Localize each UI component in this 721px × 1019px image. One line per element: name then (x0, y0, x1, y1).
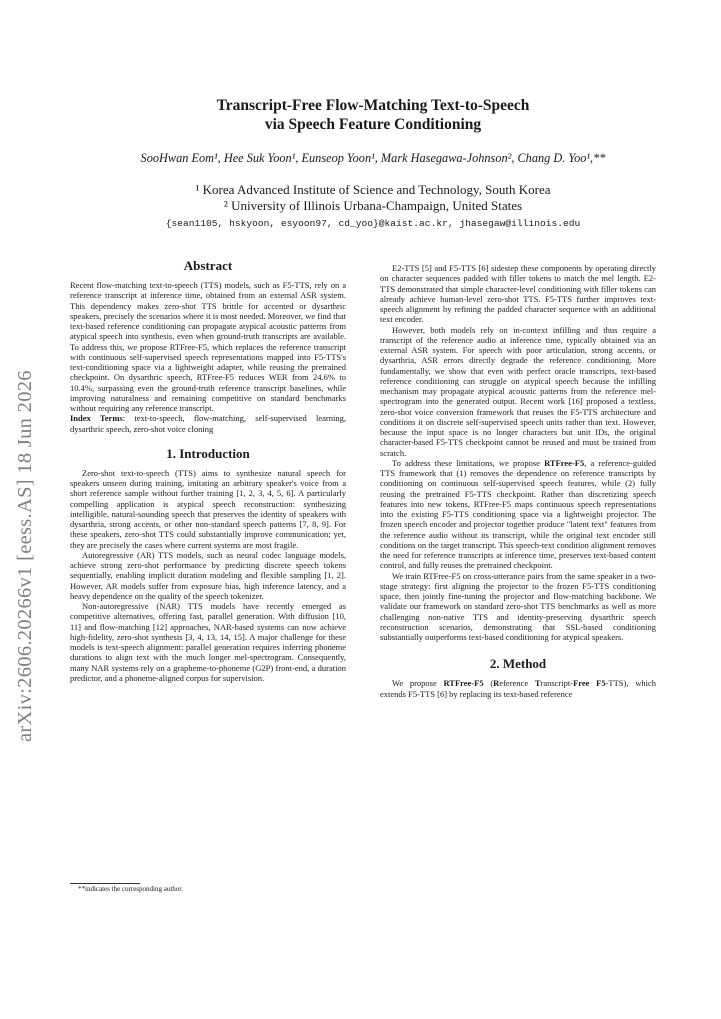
intro-paragraph-3: Non-autoregressive (NAR) TTS models have recently emerged as competitive alternatives, offering fast, parallel generation. With diffusion [10, 11] and flow-matching [12] approaches, NAR-based systems can now achieve high-fidelity, zero-shot synthesis [3, 4, 13, 14, 15]. A major challenge for these models is text-speech alignment: parallel generation requires inferring phoneme durations to align text with the much longer mel-spectrogram. Consequently, many NAR systems rely on a grapheme-to-phoneme (G2P) front-end, a duration predictor, and a phoneme-aligned corpus for supervision. (70, 601, 346, 683)
method-model-name: RTFree-F5 (443, 678, 484, 689)
acronym-t-rest: ranscript- (540, 678, 574, 689)
p3-prefix: To address these limitations, we propose (392, 457, 545, 468)
title-line-2: via Speech Feature Conditioning (264, 116, 482, 133)
index-terms-text: : text-to-speech, flow-matching, self-supervised learning, dysarthric speech, zero-shot voice cloning (70, 413, 346, 434)
right-column (380, 263, 656, 699)
intro-paragraph-1: Zero-shot text-to-speech (TTS) aims to synthesize natural speech for speakers unseen during training, imitating an arbitrary speaker's voice from a short reference sample without further training [1, 2, 3, 4, 5, 6]. A particularly compelling application is atypical speech reconstruction: synthesizing intelligible, natural-sounding speech that preserves the identity of speakers with dysarthria, strong accents, or other non-standard speech patterns [7, 8, 9]. For these speakers, zero-shot TTS could substantially improve communication; yet, they are precisely the cases where current systems are most fragile. (70, 467, 346, 550)
acronym-r: R (493, 678, 500, 689)
footnote-rule (70, 883, 140, 884)
method-heading: 2. Method (489, 656, 547, 672)
method-paragraph-1 (380, 678, 656, 699)
acronym-free-f5: Free F5 (573, 678, 606, 689)
acronym-r-rest: eference (499, 678, 535, 689)
index-terms (70, 413, 346, 434)
p3-rest: , a reference-guided TTS framework that (1) removes the dependence on reference transcripts by conditioning on continuous self-supervised speech features, while (2) fully reusing the pretrained F5-TTS checkpoint. Rather than discretizing speech features into new tokens, RTFree-F5 maps continuous speech representations into the existing F5-TTS conditioning space via a lightweight projector. The frozen speech encoder and projector together produce "latent text" features from the reference audio without its transcript, while the original text encoder still conditions on the target transcript. This speech-text condition alignment removes the need for reference transcripts at inference time, preserves text-based content control, and fully reuses the pretrained checkpoint. (380, 457, 657, 571)
method-rest: -TTS), which extends F5-TTS [6] by replacing its text-based reference (380, 678, 656, 699)
right-paragraph-4: We train RTFree-F5 on cross-utterance pairs from the same speaker in a two-stage strategy: first aligning the projector to the frozen F5-TTS conditioning space, then jointly fine-tuning the projector and flow-matching backbone. We validate our framework on standard zero-shot TTS benchmarks as well as more challenging non-native TTS and identity-preserving dysarthric speech reconstruction scenarios, demonstrating that SSL-based conditioning substantially outperforms text-based conditioning for atypical speakers. (380, 570, 656, 642)
acronym-t: T (534, 678, 541, 689)
affiliation-1: ¹ Korea Advanced Institute of Science and Technology, South Korea (195, 182, 551, 197)
right-paragraph-3 (380, 458, 656, 571)
corresponding-author-footnote: **indicates the corresponding author. (78, 885, 183, 893)
arxiv-stamp: arXiv:2606.20266v1 [eess.AS] 18 Jun 2026 (14, 370, 36, 742)
title-line-1: Transcript-Free Flow-Matching Text-to-Speech (216, 97, 530, 114)
introduction-heading: 1. Introduction (166, 445, 250, 461)
right-paragraph-1: E2-TTS [5] and F5-TTS [6] sidestep these components by operating directly on character sequences padded with filler tokens to match the mel length. E2-TTS demonstrated that simple character-level conditioning with filler tokens can already achieve human-level zero-shot TTS. F5-TTS further improves text-speech alignment by refining the padded character sequence with an additional text encoder. (380, 263, 656, 325)
abstract-heading: Abstract (183, 258, 233, 273)
method-open-paren: ( (483, 678, 494, 689)
affiliations (90, 182, 656, 213)
abstract-text: Recent flow-matching text-to-speech (TTS) models, such as F5-TTS, rely on a reference transcript at inference time, obtained from an external ASR system. This dependency makes zero-shot TTS brittle for accented or dysarthric speakers, precisely the scenarios where it is most needed. Moreover, we find that text-based reference conditioning can propagate atypical acoustic patterns from atypical speech into synthesis, even when ground-truth transcripts are available. To address this, we propose RTFree-F5, which replaces the reference transcript with continuous self-supervised speech representations mapped into F5-TTS's text-conditioning space via a lightweight adapter, while reusing the pretrained checkpoint. On dysarthric speech, RTFree-F5 reduces WER from 24.6% to 10.4%, surpassing even the ground-truth reference transcript baselines, while improving naturalness and remaining competitive on standard benchmarks without requiring any reference transcript. (70, 280, 346, 413)
paper-title (110, 96, 636, 134)
right-paragraph-2: However, both models rely on in-context infilling and thus require a transcript of the reference audio at inference time, typically obtained via an external ASR system. For speech with poor articulation, strong accents, or dysarthria, ASR errors directly degrade the reference conditioning. More fundamentally, we show that even with perfect oracle transcripts, text-based reference conditioning can struggle on atypical speech because the infilling mechanism may propagate atypical acoustic patterns from the reference mel-spectrogram into the generated output. Recent work [16] proposed a textless, zero-shot voice conversion framework that reuses the F5-TTS architecture and conditions it on discrete self-supervised speech units rather than text. However, because the input space is no longer characters but unit IDs, the original character-based F5-TTS checkpoint cannot be reused and must be trained from scratch. (380, 324, 656, 458)
author-emails: {sean1105, hskyoon, esyoon97, cd_yoo}@kaist.ac.kr, jhasegaw@illinois.edu (165, 218, 581, 229)
left-column (70, 258, 346, 683)
method-prefix: We propose (392, 678, 444, 689)
index-terms-label: Index Terms (70, 413, 123, 424)
author-list: SooHwan Eom¹, Hee Suk Yoon¹, Eunseop Yoon¹, Mark Hasegawa-Johnson², Chang D. Yoo¹,** (140, 151, 606, 165)
intro-paragraph-2: Autoregressive (AR) TTS models, such as neural codec language models, achieve strong zero-shot performance by predicting discrete speech tokens sequentially, enabling implicit duration modeling and flexible sampling [1, 2]. However, AR models suffer from exposure bias, high inference latency, and a heavy dependence on the quality of the speech tokenizer. (70, 549, 346, 601)
model-name: RTFree-F5 (544, 457, 585, 468)
affiliation-2: ² University of Illinois Urbana-Champaign, United States (223, 197, 523, 213)
